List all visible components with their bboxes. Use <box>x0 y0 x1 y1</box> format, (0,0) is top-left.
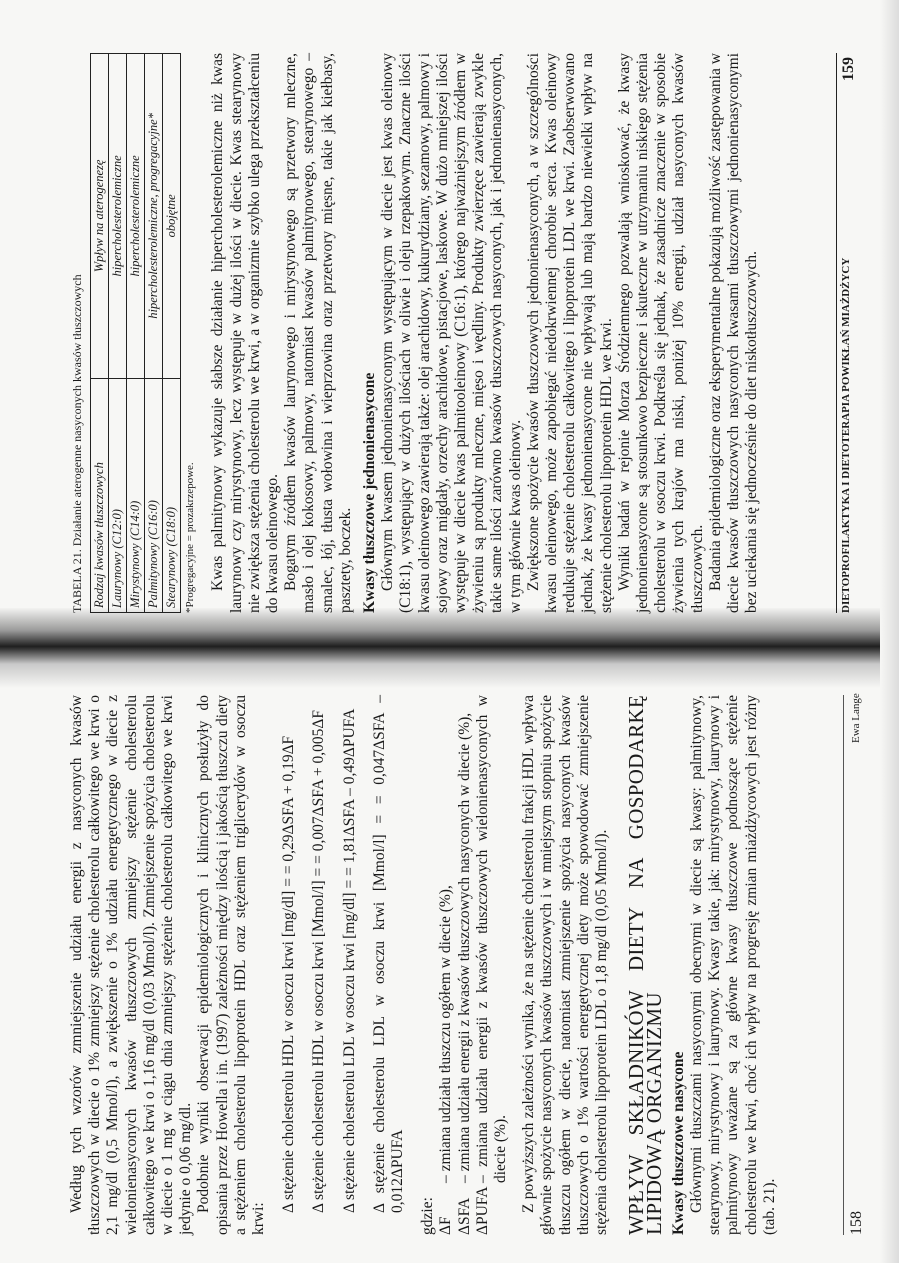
page-rule <box>843 695 844 1235</box>
legend-intro: gdzie: <box>419 1197 437 1235</box>
page-number-left: 158 <box>848 1211 865 1235</box>
paragraph: Głównymi tłuszczami nasyconymi obecnymi w diecie są kwasy: palmitynowy, stearynowy, mirystynowy i laurynowy. Kwasy takie, jak: mirystynowy, laurynowy i palmitynowy uważane są za główne kwasy tłuszczowe podnoszące stężenie cholesterolu we krwi, choć ich wpływ na progresję zmian miażdżycowych jest różny (tab. 21). <box>687 695 778 1235</box>
table-row <box>163 54 181 613</box>
book-gutter <box>0 608 899 688</box>
paragraph: Bogatym źródłem kwasów laurynowego i mirystynowego są przetwory mleczne, masło i olej kokosowy, palmowy, natomiast kwasów palmitynowego, stearynowego – smalec, łój, tłusta wołowina i wieprzowina oraz przetwory mięsne, takie jak kiełbasy, pasztety, boczek. <box>282 53 354 613</box>
table-note: *Progregacyjne = prozakrzepowe. <box>184 462 197 613</box>
legend-symbol: ΔSFA <box>455 1197 473 1235</box>
table-cell: hipercholesterolemiczne <box>109 54 127 379</box>
legend-text: – zmiana udziału tłuszczu ogółem w diecie (%), <box>437 885 455 1183</box>
table-cell: Mirystynowy (C14:0) <box>127 378 145 612</box>
section-title: Kwasy tłuszczowe jednonienasycone <box>361 372 379 613</box>
table-cell: Palmitynowy (C16:0) <box>145 378 163 612</box>
paragraph: Badania epidemiologiczne oraz eksperymentalne pokazują możliwość zastępowania w diecie kwasów tłuszczowych nasyconych kwasami tłuszczowymi jednonienasyconymi bez uciekania się jednocześnie do diet niskotłuszczowych. <box>706 53 761 613</box>
formula: Δ stężenie cholesterolu HDL w osoczu krwi [mg/dl] = = 0,29ΔSFA + 0,19ΔF <box>280 735 298 1213</box>
formula: Δ stężenie cholesterolu LDL w osoczu krwi [Mmol/l] = = 0,047ΔSFA – 0,012ΔPUFA <box>370 695 407 1213</box>
paragraph: Podobnie wyniki obserwacji epidemiologicznych i klinicznych posłużyły do opisania przez Howella i in. (1997) zależności między ilością i jakością tłuszczu diety a stężeniem cholesterolu lipoprotein HDL oraz stężeniem triglicerydów w osoczu krwi: <box>195 695 268 1235</box>
table-row <box>109 54 127 613</box>
table-cell: Stearynowy (C18:0) <box>163 378 181 612</box>
legend-text: – zmiana udziału energii z kwasów tłuszczowych wielonienasyconych w diecie (%). <box>473 695 510 1183</box>
page-rule <box>836 53 837 613</box>
paragraph: Kwas palmitynowy wykazuje słabsze działanie hipercholesterolemiczne niż kwas laurynowy czy mirystynowy, lecz występuje w dużej ilości w diecie. Kwas stearynowy nie zwiększa stężenia cholesterolu we krwi, a w organizmie szybko ulega przekształceniu do kwasu oleinowego. <box>209 53 282 613</box>
legend-item <box>474 695 510 1235</box>
table-header-row <box>91 54 109 613</box>
page-159 <box>68 53 828 613</box>
scan-edge <box>880 0 899 1263</box>
legend-text: – zmiana udziału energii z kwasów tłuszczowych nasyconych w diecie (%), <box>455 712 473 1183</box>
table-cell: hipercholesterolemiczne <box>127 54 145 379</box>
page-158 <box>68 695 828 1235</box>
legend-item <box>437 695 455 1235</box>
running-author: Ewa Lange <box>850 693 862 743</box>
table-cell: obojętne <box>163 54 181 379</box>
atherogenic-table <box>90 53 181 613</box>
formula: Δ stężenie cholesterolu HDL w osoczu krwi [Mmol/l] = = 0,007ΔSFA + 0,005ΔF <box>310 710 328 1213</box>
table-header-cell: Wpływ na aterogenezę <box>91 54 109 379</box>
running-footer: DIETOPROFILAKTYKA I DIETOTERAPIA POWIKŁAŃ MIAŻDŻYCY <box>840 257 852 613</box>
legend-symbol: ΔPUFA <box>473 1186 491 1235</box>
table-row <box>145 54 163 613</box>
section-title: Kwasy tłuszczowe nasycone <box>669 1051 687 1235</box>
paragraph: Głównym kwasem jednonienasyconym występującym w diecie jest kwas oleinowy (C18:1), występujący w dużych ilościach w oliwie i oleju rzepakowym. Znaczne ilości kwasu oleinowego zawierają także: olej arachidowy, kukurydziany, sezamowy, palmowy i sojowy oraz migdały, orzechy arachidowe, pistacjowe, laskowe. W dużo mniejszej ilości występuje w diecie kwas palmitooleinowy (C16:1), którego najważniejszym źródłem w żywieniu są produkty mleczne, mięso i wędliny. Produkty zwierzęce zawierają zwykle takie same ilości zarówno kwasów tłuszczowych nasyconych, jak i jednonienasyconych, w tym głównie kwas oleinowy. <box>379 53 524 613</box>
formula: Δ stężenie cholesterolu LDL w osoczu krwi [mg/dl] = = 1,81ΔSFA – 0,49ΔPUFA <box>340 708 358 1213</box>
legend-symbol: ΔF <box>437 1216 455 1235</box>
paragraph: Wyniki badań w rejonie Morza Śródziemnego pozwalają wnioskować, że kwasy jednonienasycone są stosunkowo bezpieczne i skuteczne w utrzymaniu niskiego stężenia cholesterolu w osoczu krwi. Podkreśla się jednak, że zasadnicze znaczenie w sposobie żywienia tych krajów ma niski, poniżej 10% energii, udział nasyconych kwasów tłuszczowych. <box>615 53 706 613</box>
legend-item <box>456 695 474 1235</box>
table-caption: TABELA 21. Działanie aterogenne nasyconych kwasów tłuszczowych <box>70 274 84 613</box>
paragraph: Z powyższych zależności wynika, że na stężenie cholesterolu frakcji HDL wpływa głównie spożycie nasyconych kwasów tłuszczowych i w mniejszym stopniu spożycie tłuszczu ogółem w diecie, natomiast zmniejszenie spożycia nasyconych kwasów tłuszczowych o 1% wartości energetycznej diety może spowodować zmniejszenie stężenia cholesterolu lipoprotein LDL o 1,8 mg/dl (0,05 Mmol/l). <box>520 695 611 1235</box>
table-header-cell: Rodzaj kwasów tłuszczowych <box>91 378 109 612</box>
table-cell: hipercholesterolemiczne, progregacyjne* <box>145 54 163 379</box>
table-cell: Laurynowy (C12:0) <box>109 378 127 612</box>
paragraph: Według tych wzorów zmniejszenie udziału energii z nasyconych kwasów tłuszczowych w diecie o 1% zmniejszy stężenie cholesterolu całkowitego we krwi o 2,1 mg/dl (0,5 Mmol/l), a zwiększenie o 1% udziału energetycznego w diecie z wielonienasyconych kwasów tłuszczowych zmniejszy stężenie cholesterolu całkowitego we krwi o 1,16 mg/dl (0,03 Mmol/l). Zmniejszenie spożycia cholesterolu w diecie o 1 mg w ciągu dnia zmniejszy stężenie cholesterolu całkowitego we krwi jedynie o 0,06 mg/dl. <box>68 695 195 1235</box>
page-number-right: 159 <box>840 57 857 81</box>
paragraph: Zwiększone spożycie kwasów tłuszczowych jednonienasyconych, a w szczególności kwasu oleinowego, może zapobiegać niedokrwiennej chorobie serca. Kwas oleinowy redukuje stężenie cholesterolu całkowitego i lipoprotein LDL we krwi. Zaobserwowano jednak, że kwasy jednonienasycone nie wpływają lub mają bardzo niewielki wpływ na stężenie cholesterolu lipoprotein HDL we krwi. <box>524 53 615 613</box>
table-row <box>127 54 145 613</box>
chapter-title: WPŁYW SKŁADNIKÓW DIETY NA GOSPODARKĘ LIPIDOWĄ ORGANIZMU <box>624 695 667 1235</box>
